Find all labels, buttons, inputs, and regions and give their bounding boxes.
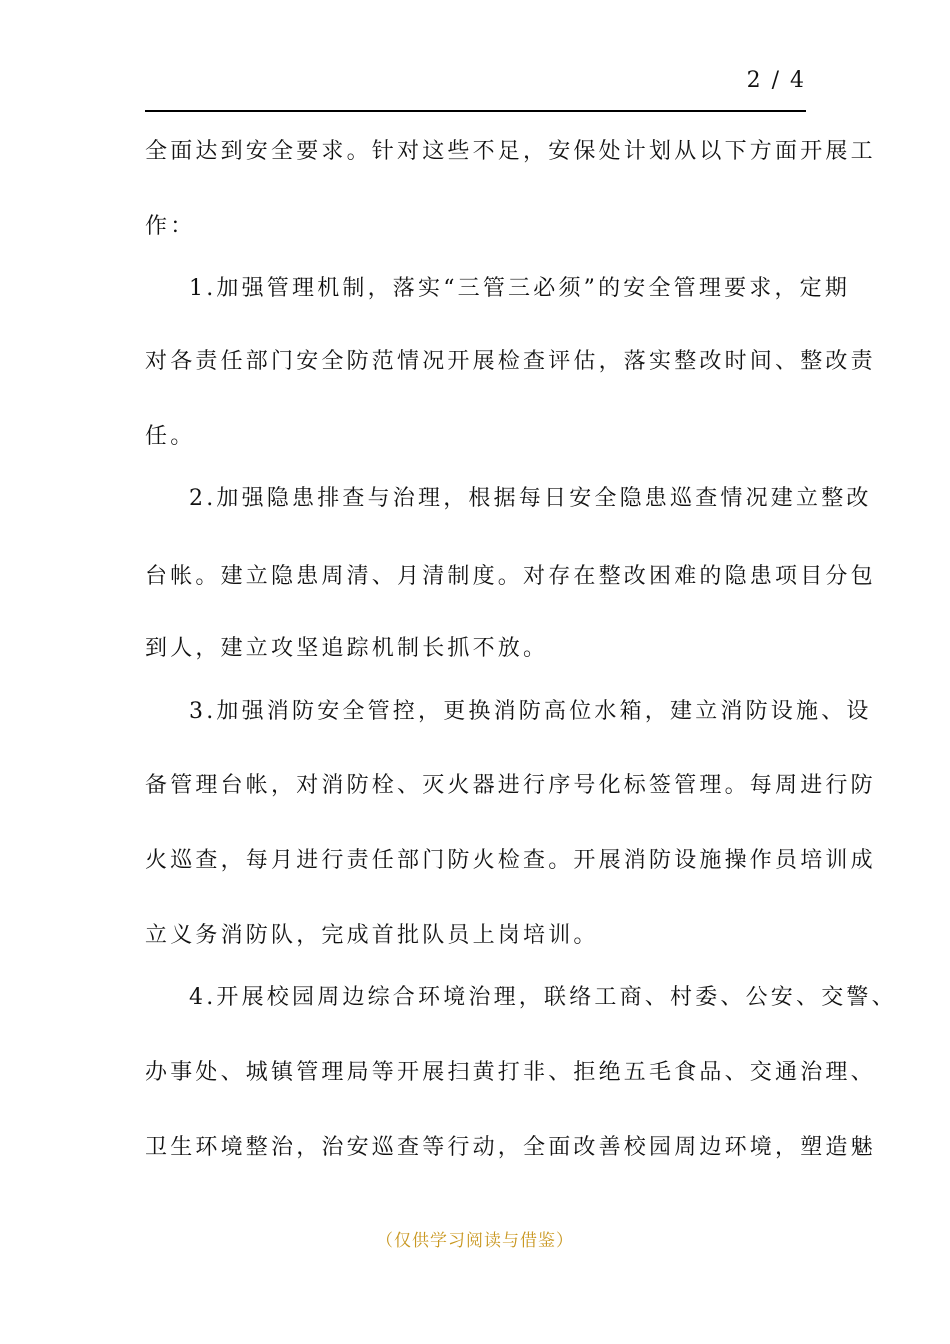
list-item-3-line: 备管理台帐，对消防栓、灭火器进行序号化标签管理。每周进行防 [145,773,876,798]
list-item-3-line: 立义务消防队，完成首批队员上岗培训。 [145,923,599,948]
header-divider [145,110,806,112]
list-item-4-line: 卫生环境整治，治安巡查等行动，全面改善校园周边环境，塑造魅 [145,1135,876,1160]
list-item-2-line: 2.加强隐患排查与治理，根据每日安全隐患巡查情况建立整改 [189,486,872,511]
list-item-4-line: 办事处、城镇管理局等开展扫黄打非、拒绝五毛食品、交通治理、 [145,1060,876,1085]
list-item-2-line: 台帐。建立隐患周清、月清制度。对存在整改困难的隐患项目分包 [145,564,876,589]
footer-disclaimer: （仅供学习阅读与借鉴） [376,1231,574,1251]
paragraph-line: 全面达到安全要求。针对这些不足，安保处计划从以下方面开展工 [145,139,876,164]
list-item-2-line: 到人，建立攻坚追踪机制长抓不放。 [145,636,549,661]
list-item-1-line: 对各责任部门安全防范情况开展检查评估，落实整改时间、整改责 [145,349,876,374]
list-item-4-line: 4.开展校园周边综合环境治理，联络工商、村委、公安、交警、 [189,985,897,1010]
list-item-3-line: 火巡查，每月进行责任部门防火检查。开展消防设施操作员培训成 [145,848,876,873]
list-item-1-line: 1.加强管理机制，落实“三管三必须”的安全管理要求，定期 [189,276,851,301]
list-item-3-line: 3.加强消防安全管控，更换消防高位水箱，建立消防设施、设 [189,699,872,724]
list-item-1-line: 任。 [145,424,196,449]
paragraph-line: 作： [145,214,196,239]
page-number: 2 / 4 [746,68,806,93]
